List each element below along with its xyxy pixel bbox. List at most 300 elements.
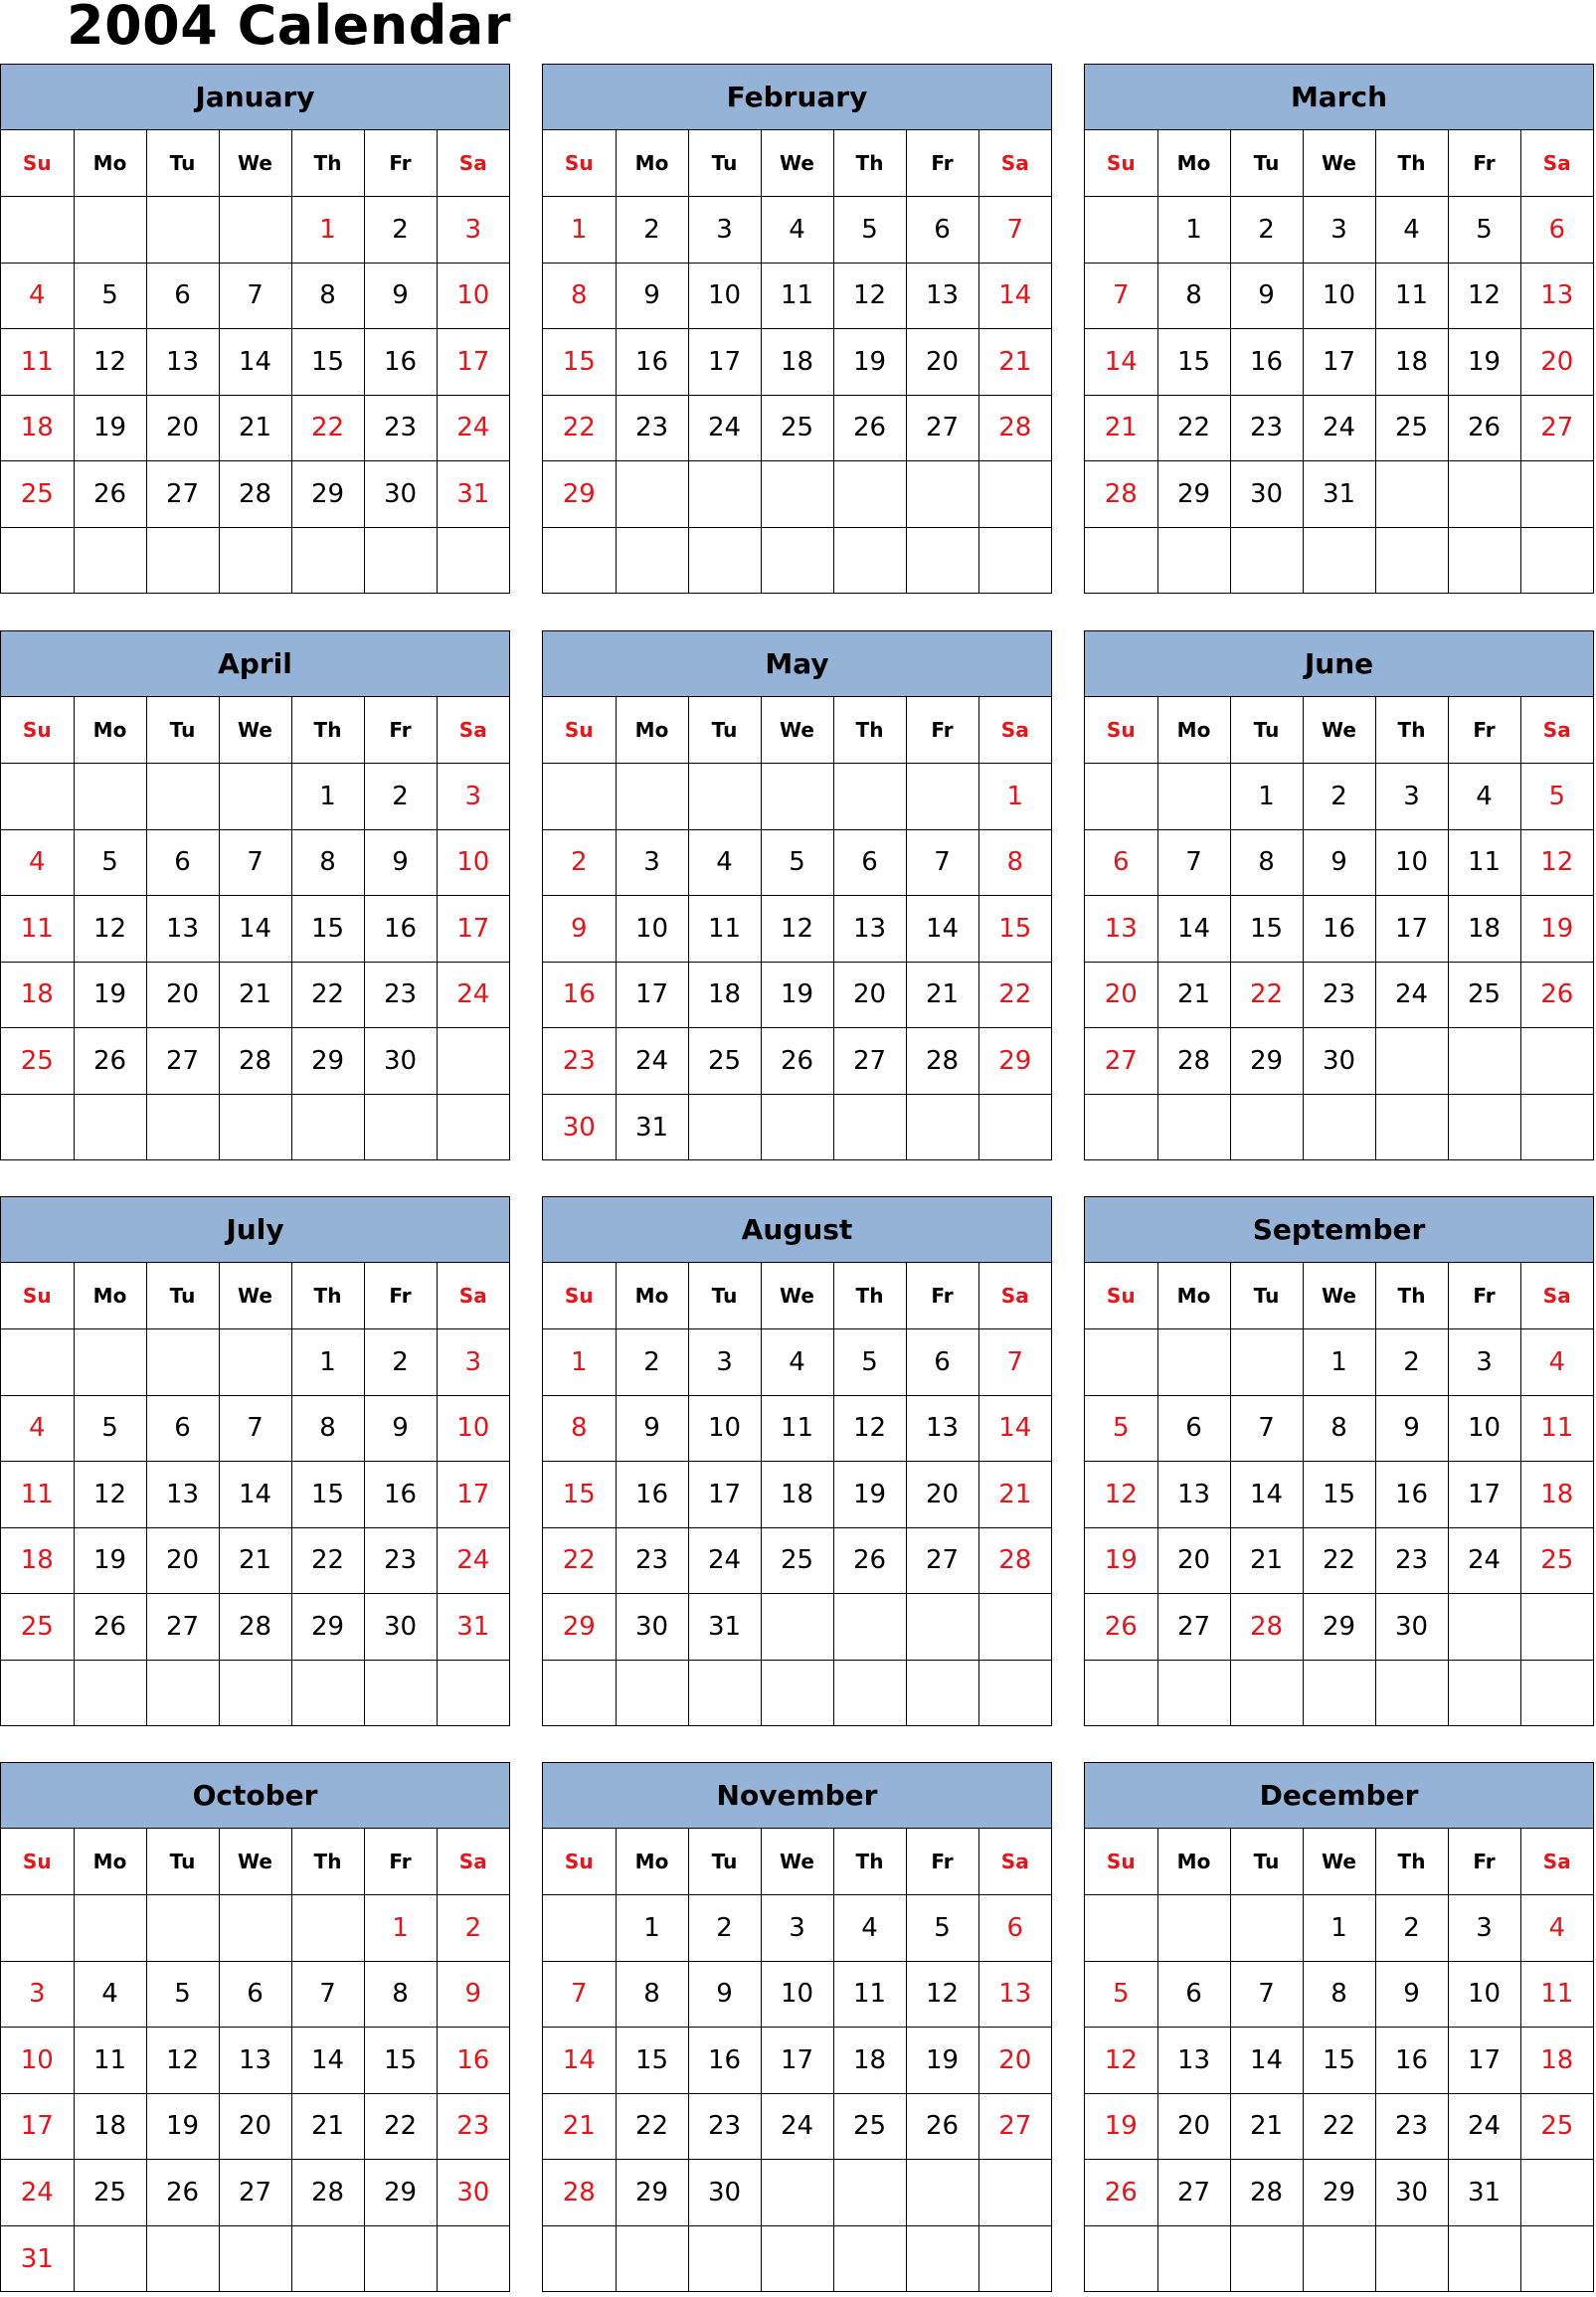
day-cell: 30 [1375,1594,1448,1661]
month-august [542,1196,1052,1726]
day-cell: 17 [1448,1462,1520,1528]
month-july [0,1196,510,1726]
day-cell: 23 [543,1028,616,1095]
weekday-label: Fr [364,130,437,197]
weekday-label: Th [833,130,906,197]
day-cell: 9 [364,1395,437,1462]
day-cell [688,2225,761,2292]
day-cell: 14 [219,896,291,963]
day-cell: 14 [1157,896,1230,963]
week-row [1085,1462,1593,1528]
day-cell: 8 [543,263,616,329]
day-cell: 3 [437,1329,509,1396]
day-cell: 14 [978,263,1051,329]
day-cell: 27 [906,1527,978,1594]
day-cell: 9 [364,263,437,329]
day-cell: 1 [1303,1895,1375,1962]
week-row [1,329,509,396]
month-name: December [1085,1763,1593,1829]
day-cell: 13 [1157,1462,1230,1528]
day-cell: 11 [1520,1395,1593,1462]
day-cell: 4 [761,197,833,264]
day-cell: 10 [1448,1395,1520,1462]
day-cell [906,764,978,830]
day-cell [1085,527,1157,594]
weekday-label: Su [543,697,616,764]
week-row [543,395,1051,461]
day-cell: 7 [978,197,1051,264]
day-cell: 21 [1157,962,1230,1028]
day-cell: 19 [1085,2093,1157,2160]
week-row [1,2093,509,2160]
day-cell: 16 [616,1462,688,1528]
day-cell: 2 [616,1329,688,1396]
day-cell: 30 [1375,2160,1448,2226]
day-cell: 6 [1520,197,1593,264]
day-cell [1230,527,1303,594]
month-may [542,630,1052,1160]
week-row [1085,962,1593,1028]
day-cell [978,1094,1051,1160]
day-cell [74,1895,146,1962]
day-cell: 29 [364,2160,437,2226]
week-row [1085,1660,1593,1726]
day-cell [1157,764,1230,830]
day-cell: 17 [616,962,688,1028]
day-cell: 4 [833,1895,906,1962]
weekday-label: Tu [1230,697,1303,764]
weekday-label: We [1303,130,1375,197]
month-table [1,1829,509,2292]
day-cell: 10 [1,2028,74,2094]
day-cell: 1 [291,764,364,830]
day-cell: 11 [833,1961,906,2028]
week-row [1,395,509,461]
day-cell [1,1895,74,1962]
day-cell: 26 [906,2093,978,2160]
day-cell: 29 [1303,2160,1375,2226]
day-cell [1303,527,1375,594]
day-cell: 16 [437,2028,509,2094]
day-cell [437,2225,509,2292]
day-cell: 18 [1520,1462,1593,1528]
day-cell: 24 [616,1028,688,1095]
weekday-label: Mo [1157,1263,1230,1329]
day-cell: 6 [1157,1395,1230,1462]
weekday-label: We [761,1829,833,1895]
day-cell: 20 [1157,2093,1230,2160]
weekday-label: We [1303,697,1375,764]
day-cell: 13 [906,263,978,329]
day-cell: 7 [219,1395,291,1462]
day-cell: 6 [146,263,219,329]
day-cell: 5 [1448,197,1520,264]
week-row [543,197,1051,264]
day-cell: 26 [833,395,906,461]
day-cell: 20 [833,962,906,1028]
week-row [1,1895,509,1962]
month-october [0,1762,510,2292]
day-cell: 12 [833,263,906,329]
day-cell: 13 [1085,896,1157,963]
day-cell [978,461,1051,528]
day-cell: 25 [74,2160,146,2226]
day-cell: 15 [1303,2028,1375,2094]
day-cell: 6 [146,829,219,896]
day-cell: 27 [219,2160,291,2226]
day-cell: 27 [833,1028,906,1095]
day-cell: 31 [437,461,509,528]
weekday-label: Tu [688,1829,761,1895]
week-row [543,1961,1051,2028]
weekday-label: Su [1,697,74,764]
weekday-label: Fr [1448,1263,1520,1329]
week-row [1,1594,509,1661]
day-cell: 10 [688,1395,761,1462]
day-cell: 1 [364,1895,437,1962]
day-cell [1157,2225,1230,2292]
day-cell: 2 [616,197,688,264]
day-cell: 12 [1085,1462,1157,1528]
day-cell [437,1094,509,1160]
day-cell: 28 [219,461,291,528]
week-row [1,1395,509,1462]
weekday-label: Th [833,1263,906,1329]
day-cell: 16 [364,329,437,396]
day-cell: 1 [616,1895,688,1962]
day-cell: 19 [833,1462,906,1528]
day-cell: 9 [1303,829,1375,896]
day-cell: 19 [74,1527,146,1594]
week-row [1,1527,509,1594]
weekday-label: Fr [906,697,978,764]
page-title: 2004 Calendar [67,0,511,57]
day-cell: 30 [688,2160,761,2226]
day-cell: 17 [1,2093,74,2160]
day-cell: 3 [437,197,509,264]
day-cell: 23 [616,395,688,461]
day-cell: 2 [543,829,616,896]
day-cell [1520,2225,1593,2292]
day-cell: 31 [1,2225,74,2292]
day-cell: 11 [761,263,833,329]
day-cell: 23 [688,2093,761,2160]
day-cell: 24 [761,2093,833,2160]
week-row [543,962,1051,1028]
day-cell: 11 [1,896,74,963]
day-cell: 27 [1157,1594,1230,1661]
weekday-row [1,697,509,764]
day-cell: 25 [688,1028,761,1095]
day-cell: 18 [1520,2028,1593,2094]
weekday-label: Su [1085,1829,1157,1895]
weekday-label: Fr [906,130,978,197]
day-cell [833,461,906,528]
weekday-label: We [219,1263,291,1329]
weekday-label: Su [1,130,74,197]
day-cell: 29 [291,1028,364,1095]
day-cell: 4 [688,829,761,896]
weekday-label: Sa [437,697,509,764]
day-cell [688,1094,761,1160]
month-table [1085,1263,1593,1726]
weekday-label: Mo [74,1263,146,1329]
weekday-label: We [761,1263,833,1329]
week-row [543,1395,1051,1462]
weekday-label: We [1303,1829,1375,1895]
day-cell: 13 [219,2028,291,2094]
day-cell: 30 [616,1594,688,1661]
month-name: April [1,631,509,697]
day-cell [1448,1660,1520,1726]
day-cell: 5 [1085,1961,1157,2028]
day-cell: 9 [437,1961,509,2028]
day-cell: 24 [1448,1527,1520,1594]
day-cell: 28 [219,1594,291,1661]
day-cell [1230,1329,1303,1396]
day-cell: 27 [1157,2160,1230,2226]
day-cell: 18 [761,1462,833,1528]
day-cell [1085,1895,1157,1962]
day-cell [761,2225,833,2292]
month-january [0,64,510,594]
day-cell: 31 [437,1594,509,1661]
month-table [1085,697,1593,1160]
day-cell: 28 [978,1527,1051,1594]
day-cell: 21 [219,395,291,461]
day-cell: 31 [616,1094,688,1160]
day-cell [833,2225,906,2292]
weekday-label: Fr [1448,1829,1520,1895]
day-cell: 21 [291,2093,364,2160]
day-cell: 22 [291,395,364,461]
day-cell [1448,527,1520,594]
week-row [1085,1527,1593,1594]
day-cell: 8 [291,1395,364,1462]
day-cell: 7 [906,829,978,896]
day-cell: 11 [1,329,74,396]
day-cell [1157,1329,1230,1396]
day-cell: 15 [978,896,1051,963]
weekday-label: Th [291,1263,364,1329]
day-cell [291,527,364,594]
day-cell: 3 [1448,1329,1520,1396]
day-cell: 7 [1230,1961,1303,2028]
day-cell: 6 [906,197,978,264]
month-june [1084,630,1594,1160]
day-cell [74,1094,146,1160]
day-cell: 9 [616,1395,688,1462]
week-row [543,1094,1051,1160]
day-cell: 29 [1303,1594,1375,1661]
week-row [1,197,509,264]
month-april [0,630,510,1160]
day-cell: 4 [1,1395,74,1462]
weekday-label: Th [291,130,364,197]
weekday-label: Mo [74,130,146,197]
day-cell: 15 [291,329,364,396]
day-cell: 17 [437,329,509,396]
day-cell: 18 [1,395,74,461]
day-cell [833,1660,906,1726]
week-row [1085,1395,1593,1462]
day-cell: 3 [761,1895,833,1962]
day-cell: 19 [1085,1527,1157,1594]
day-cell: 10 [437,263,509,329]
day-cell: 21 [906,962,978,1028]
day-cell [978,2225,1051,2292]
day-cell [146,1094,219,1160]
day-cell: 3 [1,1961,74,2028]
day-cell: 23 [1230,395,1303,461]
day-cell: 17 [688,1462,761,1528]
day-cell: 7 [1230,1395,1303,1462]
day-cell [1157,1660,1230,1726]
day-cell: 15 [1157,329,1230,396]
day-cell [1157,527,1230,594]
weekday-label: Su [1085,697,1157,764]
day-cell: 14 [906,896,978,963]
day-cell: 29 [291,1594,364,1661]
day-cell [688,527,761,594]
day-cell: 24 [437,962,509,1028]
weekday-label: We [761,130,833,197]
day-cell: 12 [906,1961,978,2028]
day-cell: 19 [1448,329,1520,396]
day-cell: 19 [1520,896,1593,963]
day-cell: 26 [74,1028,146,1095]
day-cell: 18 [833,2028,906,2094]
week-row [1085,2093,1593,2160]
day-cell: 21 [219,1527,291,1594]
day-cell [1448,1594,1520,1661]
week-row [1085,2225,1593,2292]
day-cell [616,2225,688,2292]
day-cell: 24 [1448,2093,1520,2160]
day-cell [1085,1094,1157,1160]
day-cell: 9 [616,263,688,329]
day-cell [74,764,146,830]
day-cell: 28 [1230,2160,1303,2226]
day-cell: 30 [364,1028,437,1095]
week-row [543,764,1051,830]
day-cell: 7 [1085,263,1157,329]
day-cell: 8 [364,1961,437,2028]
weekday-label: Sa [1520,130,1593,197]
day-cell [1,764,74,830]
day-cell [1520,1094,1593,1160]
day-cell: 24 [1375,962,1448,1028]
day-cell: 13 [146,329,219,396]
day-cell: 16 [364,1462,437,1528]
day-cell: 28 [291,2160,364,2226]
weekday-row [543,1263,1051,1329]
day-cell [761,1594,833,1661]
day-cell: 23 [364,395,437,461]
day-cell: 8 [1157,263,1230,329]
day-cell: 16 [616,329,688,396]
week-row [1,962,509,1028]
day-cell: 18 [761,329,833,396]
day-cell: 22 [1303,2093,1375,2160]
day-cell: 16 [1375,2028,1448,2094]
day-cell: 29 [978,1028,1051,1095]
weekday-label: Fr [364,1263,437,1329]
day-cell: 25 [1,461,74,528]
day-cell [364,1660,437,1726]
day-cell: 4 [1,263,74,329]
day-cell [74,1329,146,1396]
day-cell: 20 [906,329,978,396]
weekday-label: Fr [906,1829,978,1895]
day-cell: 8 [1303,1961,1375,2028]
weekday-row [1,130,509,197]
day-cell [616,461,688,528]
day-cell: 14 [978,1395,1051,1462]
day-cell: 18 [74,2093,146,2160]
day-cell: 3 [688,1329,761,1396]
day-cell [761,1094,833,1160]
day-cell: 5 [906,1895,978,1962]
day-cell [906,461,978,528]
day-cell [1520,527,1593,594]
day-cell: 10 [437,1395,509,1462]
weekday-label: We [219,1829,291,1895]
week-row [1085,2160,1593,2226]
day-cell [906,527,978,594]
weekday-label: Tu [688,697,761,764]
day-cell: 11 [688,896,761,963]
day-cell: 1 [291,197,364,264]
day-cell [978,1660,1051,1726]
weekday-label: We [761,697,833,764]
day-cell [543,1895,616,1962]
weekday-label: Sa [437,1263,509,1329]
day-cell: 4 [1520,1329,1593,1396]
day-cell: 10 [688,263,761,329]
week-row [543,2160,1051,2226]
day-cell: 12 [833,1395,906,1462]
day-cell: 25 [761,395,833,461]
day-cell: 21 [1085,395,1157,461]
day-cell: 14 [1230,2028,1303,2094]
day-cell [978,527,1051,594]
day-cell: 20 [1085,962,1157,1028]
day-cell: 22 [364,2093,437,2160]
day-cell: 6 [978,1895,1051,1962]
weekday-row [1085,697,1593,764]
month-name: October [1,1763,509,1829]
day-cell: 14 [1230,1462,1303,1528]
day-cell [1085,1660,1157,1726]
day-cell: 6 [1085,829,1157,896]
day-cell: 19 [74,962,146,1028]
weekday-row [543,130,1051,197]
weekday-label: Mo [1157,697,1230,764]
day-cell: 19 [74,395,146,461]
week-row [543,1527,1051,1594]
day-cell: 17 [437,896,509,963]
day-cell [219,1660,291,1726]
day-cell: 1 [543,197,616,264]
weekday-label: Mo [1157,1829,1230,1895]
day-cell: 5 [1520,764,1593,830]
day-cell: 14 [291,2028,364,2094]
day-cell [833,2160,906,2226]
day-cell: 21 [543,2093,616,2160]
day-cell: 7 [219,829,291,896]
day-cell [219,764,291,830]
